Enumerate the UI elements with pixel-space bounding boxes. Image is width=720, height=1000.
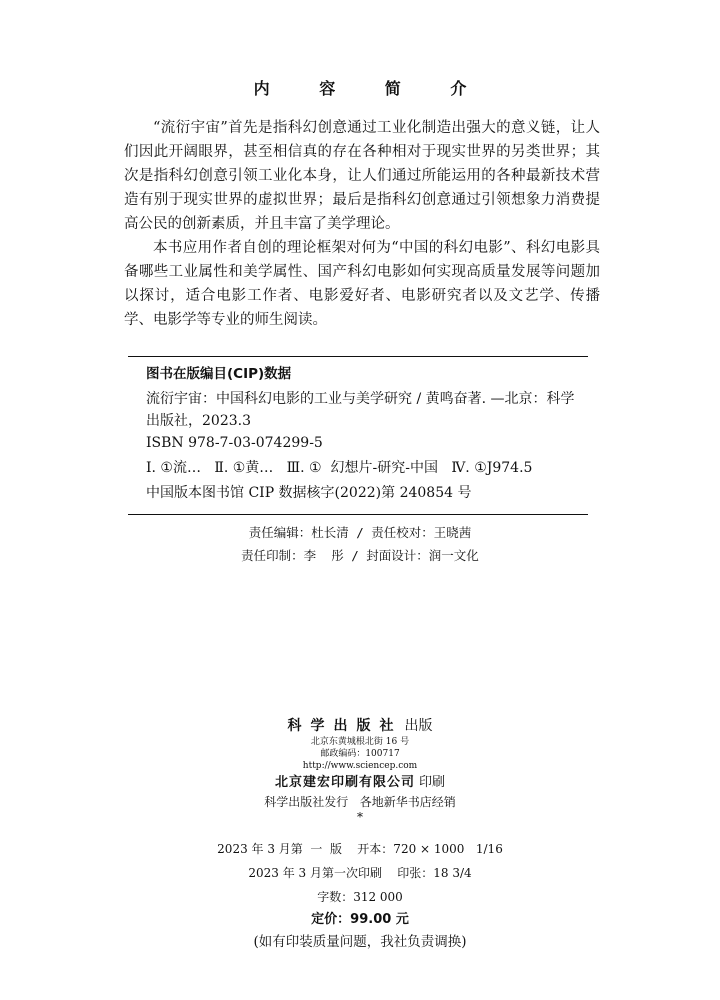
distribution-line: 科学出版社发行 各地新华书店经销: [264, 795, 456, 809]
page-title: 内 容 简 介: [253, 79, 489, 98]
publisher-address: 北京东黄城根北街 16 号: [310, 737, 410, 747]
publisher-name: 科学出版社: [287, 718, 403, 734]
price: 定价：99.00 元: [311, 912, 409, 927]
cip-heading: 图书在版编目(CIP)数据: [146, 366, 292, 382]
publisher-line: [0, 716, 720, 736]
summary-paragraph-2: 本书应用作者自创的理论框架对何为“中国的科幻电影”、科幻电影具备哪些工业属性和美学属性、国产科幻电影如何实现高质量发展等问题加以探讨，适合电影工作者、电影爱好者、电影研究者以及文艺学、传播学、电影学等专业的师生阅读。: [124, 240, 600, 328]
cip-isbn: ISBN 978-7-03-074299-5: [146, 435, 323, 451]
cip-record-number: 中国版本图书馆 CIP 数据核字(2022)第 240854 号: [146, 485, 472, 501]
publisher-suffix: 出版: [404, 718, 433, 734]
summary-section: [124, 116, 600, 332]
cip-classification: Ⅰ. ①流… Ⅱ. ①黄… Ⅲ. ① 幻想片-研究-中国 Ⅳ. ①J974.5: [146, 460, 533, 476]
quality-notice: (如有印装质量问题，我社负责调换): [253, 934, 467, 950]
edition-specs: [0, 837, 720, 909]
printing-line: 2023 年 3 月第一次印刷 印张：18 3/4: [248, 866, 472, 880]
cip-record: [146, 388, 588, 504]
printer-name: 北京建宏印刷有限公司: [274, 775, 415, 790]
publisher-postcode: 邮政编码：100717: [320, 749, 400, 759]
summary-paragraph-1: “流衍宇宙”首先是指科幻创意通过工业化制造出强大的意义链，让人们因此开阔眼界，甚至相信真的存在各种相对于现实世界的另类世界；其次是指科幻创意引领工业化本身，让人们通过所能运用的各种最新技术营造有别于现实世界的虚拟世界；最后是指科幻创意通过引领想象力消费提高公民的创新素质，并且丰富了美学理论。: [124, 120, 600, 232]
word-count: 字数：312 000: [317, 890, 403, 904]
separator-star: *: [357, 810, 363, 824]
cip-bottom-rule: [128, 514, 588, 515]
edition-line: 2023 年 3 月第 一 版 开本：720 × 1000 1/16: [217, 842, 503, 856]
cip-top-rule: [128, 356, 588, 357]
editor-credit-line: 责任编辑：杜长清 / 责任校对：王晓茜: [248, 525, 472, 540]
credits-section: [0, 521, 720, 567]
cip-bibliographic-entry: 流衍宇宙：中国科幻电影的工业与美学研究 / 黄鸣奋著. —北京：科学出版社，2023.3: [146, 391, 575, 429]
printer-line: [0, 773, 720, 793]
printer-suffix: 印刷: [419, 775, 446, 790]
colophon: [0, 716, 720, 953]
production-credit-line: 责任印制：李 彤 / 封面设计：润一文化: [241, 548, 479, 563]
publisher-website: http://www.sciencep.com: [302, 761, 418, 771]
